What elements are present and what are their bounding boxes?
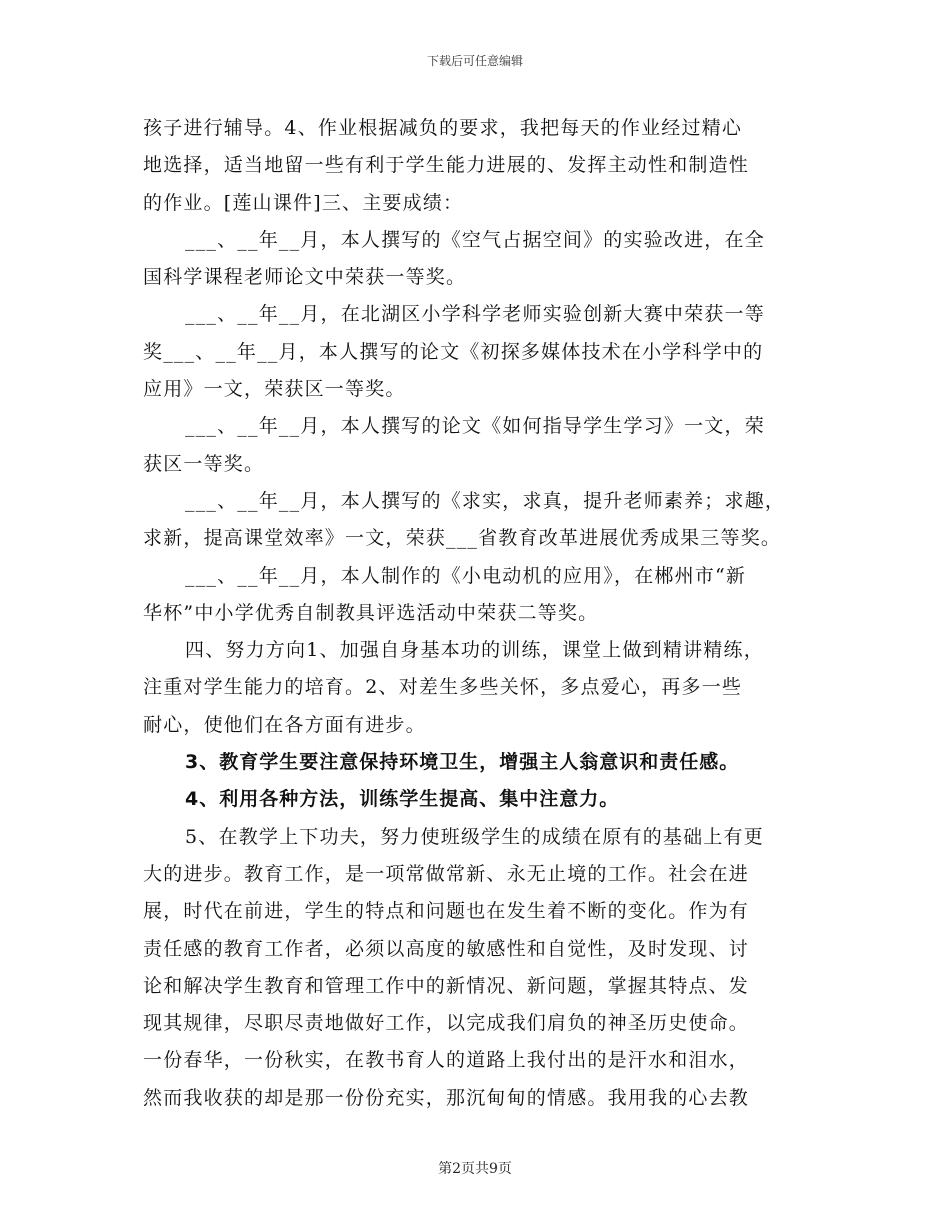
text-line: 应用》一文，荣获区一等奖。 [143, 378, 406, 401]
text-line: 的作业。[莲山课件]三、主要成绩： [143, 191, 464, 214]
text-line: 一份春华，一份秋实，在教书育人的道路上我付出的是汗水和泪水， [143, 1049, 750, 1072]
text-line: 奖___、__年__月，本人撰写的论文《初探多媒体技术在小学科学中的 [143, 340, 764, 363]
text-line: 四、努力方向1、加强自身基本功的训练，课堂上做到精讲精练， [185, 639, 764, 662]
bold-text-line: 3、教育学生要注意保持环境卫生，增强主人翁意识和责任感。 [185, 751, 740, 774]
text-line: 地选择，适当地留一些有利于学生能力进展的、发挥主动性和制造性 [143, 154, 750, 177]
text-line: 现其规律，尽职尽责地做好工作，以完成我们肩负的神圣历史使命。 [143, 1012, 750, 1035]
text-line: ___、__年__月，本人制作的《小电动机的应用》，在郴州市“新 [185, 564, 747, 587]
text-line: 耐心，使他们在各方面有进步。 [143, 713, 426, 736]
text-line: ___、__年__月，在北湖区小学科学老师实验创新大赛中荣获一等 [185, 303, 765, 326]
text-line: 然而我收获的却是那一份份充实，那沉甸甸的情感。我用我的心去教 [143, 1086, 750, 1109]
page-number: 第2页共9页 [438, 1161, 512, 1177]
page-header: 下载后可任意编辑 [426, 54, 523, 68]
bold-text-line: 4、利用各种方法，训练学生提高、集中注意力。 [185, 788, 620, 811]
text-line: 注重对学生能力的培育。2、对差生多些关怀，多点爱心，再多一些 [143, 676, 743, 699]
text-line: ___、__年__月，本人撰写的《空气占据空间》的实验改进，在全 [185, 228, 765, 251]
text-line: ___、__年__月，本人撰写的《求实，求真，提升老师素养；求趣， [185, 489, 786, 512]
text-line: 展，时代在前进，学生的特点和问题也在发生着不断的变化。作为有 [143, 900, 750, 923]
text-line: 获区一等奖。 [143, 452, 265, 475]
text-line: 孩子进行辅导。4、作业根据减负的要求，我把每天的作业经过精心 [143, 117, 743, 139]
text-line: 大的进步。教育工作，是一项常做常新、永无止境的工作。社会在进 [143, 862, 750, 885]
text-line: 5、在教学上下功夫，努力使班级学生的成绩在原有的基础上有更 [185, 825, 764, 848]
text-line: 国科学课程老师论文中荣获一等奖。 [143, 266, 467, 289]
text-line: 责任感的教育工作者，必须以高度的敏感性和自觉性，及时发现、讨 [143, 937, 750, 960]
text-line: 求新，提高课堂效率》一文，荣获___省教育改革进展优秀成果三等奖。 [143, 527, 782, 550]
document-body [143, 110, 823, 1117]
text-line: ___、__年__月，本人撰写的论文《如何指导学生学习》一文，荣 [185, 415, 765, 438]
text-line: 华杯”中小学优秀自制教具评选活动中荣获二等奖。 [143, 601, 599, 624]
text-line: 论和解决学生教育和管理工作中的新情况、新问题，掌握其特点、发 [143, 974, 750, 997]
